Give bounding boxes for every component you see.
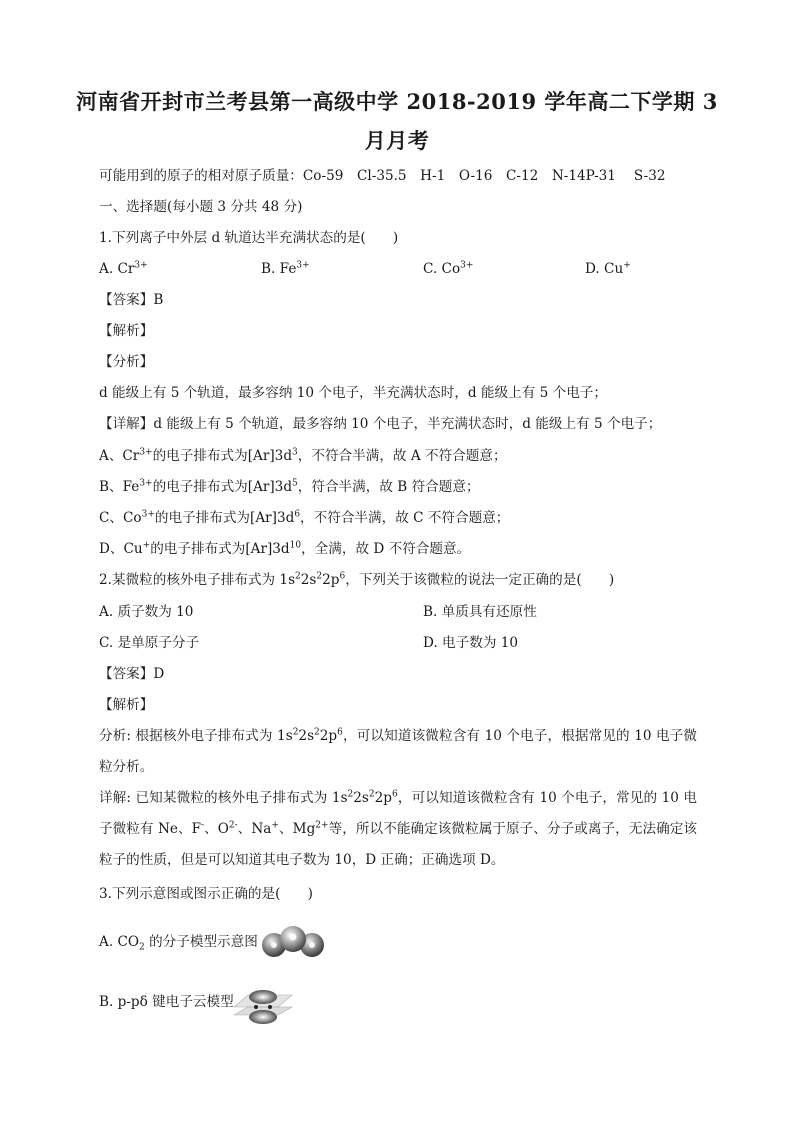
doc-title-line2: 月月考 — [364, 128, 430, 153]
q2-option-b: B. 单质具有还原性 — [423, 604, 537, 620]
q1-item-a: A、$Cr^{3+}$的电子排布式为$[Ar]3d^3$，不符合半满，故 A 不符合题意； — [99, 447, 507, 464]
q1-option-a: A. $Cr^{3+}$ — [99, 260, 148, 277]
q3-option-b: B. p-pδ 键电子云模型 — [99, 994, 234, 1010]
q1-item-c: C、$Co^{3+}$的电子排布式为$[Ar]3d^6$，不符合半满，故 C 不符合题意； — [99, 509, 510, 526]
p-p-bond-electron-cloud-image — [230, 987, 294, 1027]
q1-fenxi-text: d 能级上有 5 个轨道，最多容纳 10 个电子，半充满状态时，d 能级上有 5 个电子； — [99, 385, 607, 401]
q1-answer: 【答案】B — [99, 292, 164, 308]
doc-title-line1: 河南省开封市兰考县第一高级中学 2018-2019 学年高二下学期 3 — [76, 89, 718, 114]
q2-answer: 【答案】D — [99, 666, 165, 682]
q1-option-b: B. $Fe^{3+}$ — [261, 260, 310, 277]
co2-molecule-model-image — [260, 925, 326, 959]
q1-item-d: D、Cu+的电子排布式为$[Ar]3d^{10}$，全满，故 D 不符合题意。 — [99, 540, 471, 557]
q2-detail-text: 详解: 已知某微粒的核外电子排布式为 $1s^22s^22p^6$，可以知道该微粒含有 10 个电子，常见的 10 电子微粒有 Ne、F-、$O^{2-}$、Na+、$Mg^{2+}$等，所以不能确定该微粒属于原子、分子或离子，无法确定该粒子的性质，但是可以知道其电子数为 10，D 正确；正确选项 D。 — [99, 789, 697, 868]
q2-option-d: D. 电子数为 10 — [423, 635, 519, 651]
q1-detail-text: 【详解】d 能级上有 5 个轨道，最多容纳 10 个电子，半充满状态时，d 能级上有 5 个电子； — [99, 416, 662, 432]
q3-option-a: A. $CO_2$ 的分子模型示意图 — [99, 934, 258, 953]
q1-option-d: D. Cu+ — [585, 260, 631, 277]
q1-stem: 1.下列离子中外层 d 轨道达半充满状态的是( ) — [99, 230, 399, 246]
atomic-masses: 可能用到的原子的相对原子质量：Co-59 Cl-35.5 H-1 O-16 C-12 N-14P-31 S-32 — [99, 168, 666, 184]
q1-item-b: B、$Fe^{3+}$的电子排布式为$[Ar]3d^5$，符合半满，故 B 符合题意； — [99, 478, 480, 495]
q2-fenxi-text: 分析: 根据核外电子排布式为 $1s^22s^22p^6$，可以知道该微粒含有 10 个电子，根据常见的 10 电子微粒分析。 — [99, 727, 697, 775]
q1-option-c: C. $Co^{3+}$ — [423, 260, 474, 277]
q3-stem: 3.下列示意图或图示正确的是( ) — [99, 886, 313, 902]
q2-option-c: C. 是单原子分子 — [99, 635, 200, 651]
q2-stem: 2.某微粒的核外电子排布式为 $1s^22s^22p^6$，下列关于该微粒的说法一定正确的是( ) — [99, 571, 615, 588]
q1-analysis-heading: 【解析】 — [99, 323, 154, 339]
section-heading: 一、选择题(每小题 3 分共 48 分) — [99, 199, 303, 215]
q1-fenxi-heading: 【分析】 — [99, 354, 154, 370]
q2-analysis-heading: 【解析】 — [99, 697, 154, 713]
q2-option-a: A. 质子数为 10 — [99, 604, 194, 620]
